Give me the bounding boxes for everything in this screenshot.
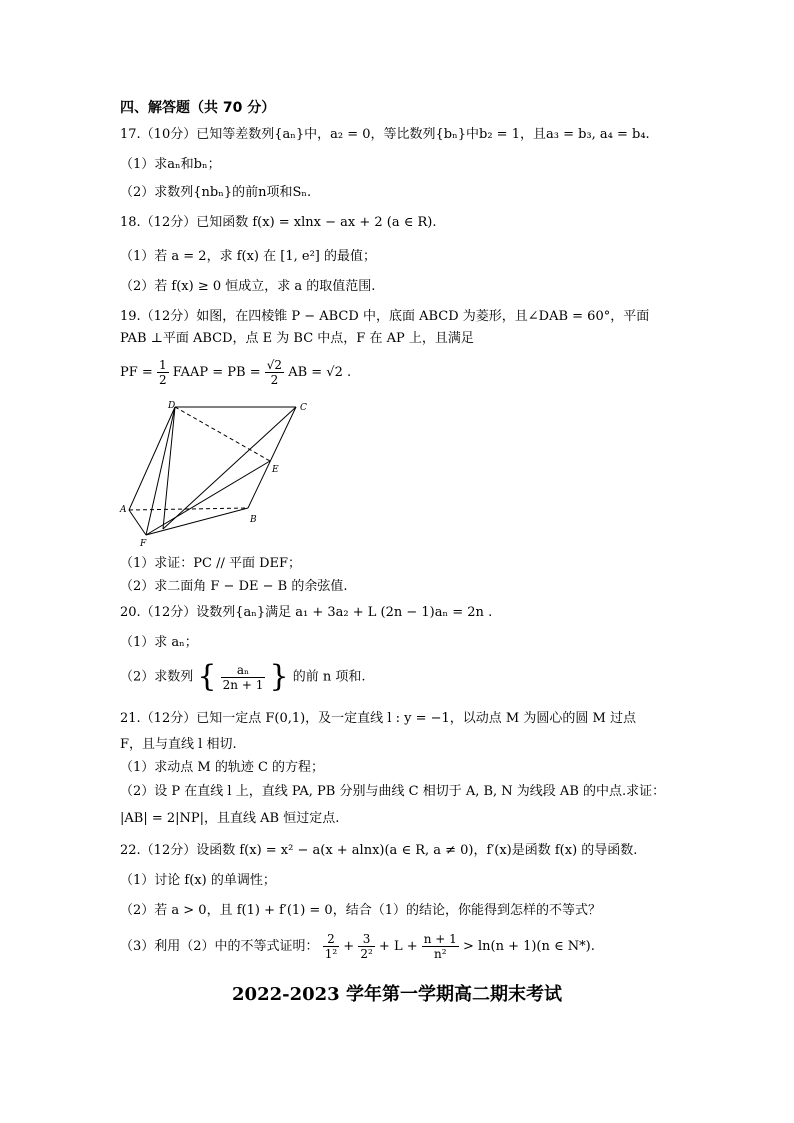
frac-denominator: 2 (158, 373, 167, 387)
exam-title: 2022-2023 学年第一学期高二期末考试 (232, 984, 562, 1005)
q19-cond-suffix: AB = √2 . (288, 365, 352, 380)
q22-part3-suffix: > ln(n + 1)(n ∈ N*). (462, 939, 595, 954)
q21-part2-line1: （2）设 P 在直线 l 上，直线 PA, PB 分别与曲线 C 相切于 A, B, N 为线段 AB 的中点.求证： (120, 784, 666, 799)
edge-CB (248, 407, 296, 508)
frac-denominator: 2n + 1 (222, 677, 264, 692)
q19-stem-line2: PAB ⊥平面 ABCD，点 E 为 BC 中点，F 在 AP 上，且满足 (120, 331, 474, 346)
frac-numerator: √2 (266, 358, 283, 372)
q22-part1: （1）讨论 f(x) 的单调性； (120, 873, 276, 888)
edge-AF (129, 510, 146, 535)
q22-part3-mid: + L + (378, 939, 418, 954)
label-E: E (272, 465, 279, 475)
q17-part2: （2）求数列{nbₙ}的前n项和Sₙ. (120, 185, 312, 200)
q22-part3-prefix: （3）利用（2）中的不等式证明： (120, 939, 319, 954)
q17-stem: 17.（10分）已知等差数列{aₙ}中，a₂ = 0，等比数列{bₙ}中b₂ = 1，且a₃ = b₃, a₄ = b₄. (120, 127, 650, 142)
q20-part1: （1）求 aₙ； (120, 635, 198, 650)
q22-term1 (323, 932, 339, 961)
frac-numerator: n + 1 (423, 932, 457, 946)
q20-part2 (120, 659, 366, 694)
frac-numerator: 2 (323, 932, 339, 947)
plus-sign: + (343, 939, 355, 954)
label-D: D (168, 401, 176, 411)
q19-cond-prefix: PF = (120, 365, 153, 380)
q22-term3 (422, 932, 459, 961)
label-A: A (120, 505, 127, 515)
q22-part2: （2）若 a > 0，且 f(1) + f′(1) = 0，结合（1）的结论，你能得到怎样的不等式？ (120, 903, 601, 918)
q19-condition (120, 358, 351, 387)
q20-fraction (221, 663, 266, 692)
frac-numerator: aₙ (221, 663, 266, 678)
q20-part2-prefix: （2）求数列 (120, 669, 194, 685)
q20-part2-suffix: 的前 n 项和. (292, 669, 366, 685)
section-title: 四、解答题（共 70 分） (120, 100, 276, 116)
q18-part2: （2）若 f(x) ≥ 0 恒成立，求 a 的取值范围. (120, 279, 376, 294)
q17-part1: （1）求aₙ和bₙ； (120, 157, 221, 172)
edge-DP (163, 407, 175, 529)
frac-numerator: 1 (158, 358, 167, 372)
q22-term2 (358, 932, 374, 961)
label-F: F (140, 539, 147, 548)
q19-fraction-half (157, 358, 169, 387)
q19-fraction-sqrt2-half (265, 358, 284, 387)
q20-stem: 20.（12分）设数列{aₙ}满足 a₁ + 3a₂ + L (2n − 1)aₙ = 2n . (120, 605, 493, 620)
frac-denominator: 2 (270, 373, 279, 387)
q21-part2-line2: |AB| = 2|NP|，且直线 AB 恒过定点. (120, 811, 340, 826)
q19-part1: （1）求证：PC // 平面 DEF； (120, 556, 302, 571)
frac-denominator: 1² (324, 947, 338, 961)
edge-FB (146, 508, 248, 535)
pyramid-figure (118, 398, 318, 548)
frac-denominator: n² (434, 947, 447, 961)
q21-stem-line1: 21.（12分）已知一定点 F(0,1)，及一定直线 l : y = −1，以动点 M 为圆心的圆 M 过点 (120, 711, 636, 726)
edge-DE-hidden (175, 407, 270, 461)
frac-numerator: 3 (358, 932, 374, 947)
left-brace: { (197, 659, 217, 694)
edge-DF (146, 407, 175, 535)
label-C: C (300, 403, 307, 413)
q18-part1: （1）若 a = 2，求 f(x) 在 [1, e²] 的最值； (120, 249, 376, 264)
label-B: B (250, 515, 257, 525)
q22-stem: 22.（12分）设函数 f(x) = x² − a(x + alnx)(a ∈ R, a ≠ 0)，f′(x)是函数 f(x) 的导函数. (120, 843, 638, 858)
edge-DA (129, 407, 175, 510)
q21-part1: （1）求动点 M 的轨迹 C 的方程； (120, 760, 325, 775)
frac-denominator: 2² (360, 947, 373, 961)
q19-cond-mid: FAAP = PB = (172, 365, 261, 380)
q21-stem-line2: F，且与直线 l 相切. (120, 737, 237, 752)
q19-part2: （2）求二面角 F − DE − B 的余弦值. (120, 579, 348, 594)
right-brace: } (269, 659, 289, 694)
q22-part3 (120, 932, 595, 961)
q19-stem-line1: 19.（12分）如图，在四棱锥 P − ABCD 中，底面 ABCD 为菱形，且∠DAB = 60°，平面 (120, 309, 650, 324)
q18-stem: 18.（12分）已知函数 f(x) = xlnx − ax + 2 (a ∈ R). (120, 215, 437, 230)
